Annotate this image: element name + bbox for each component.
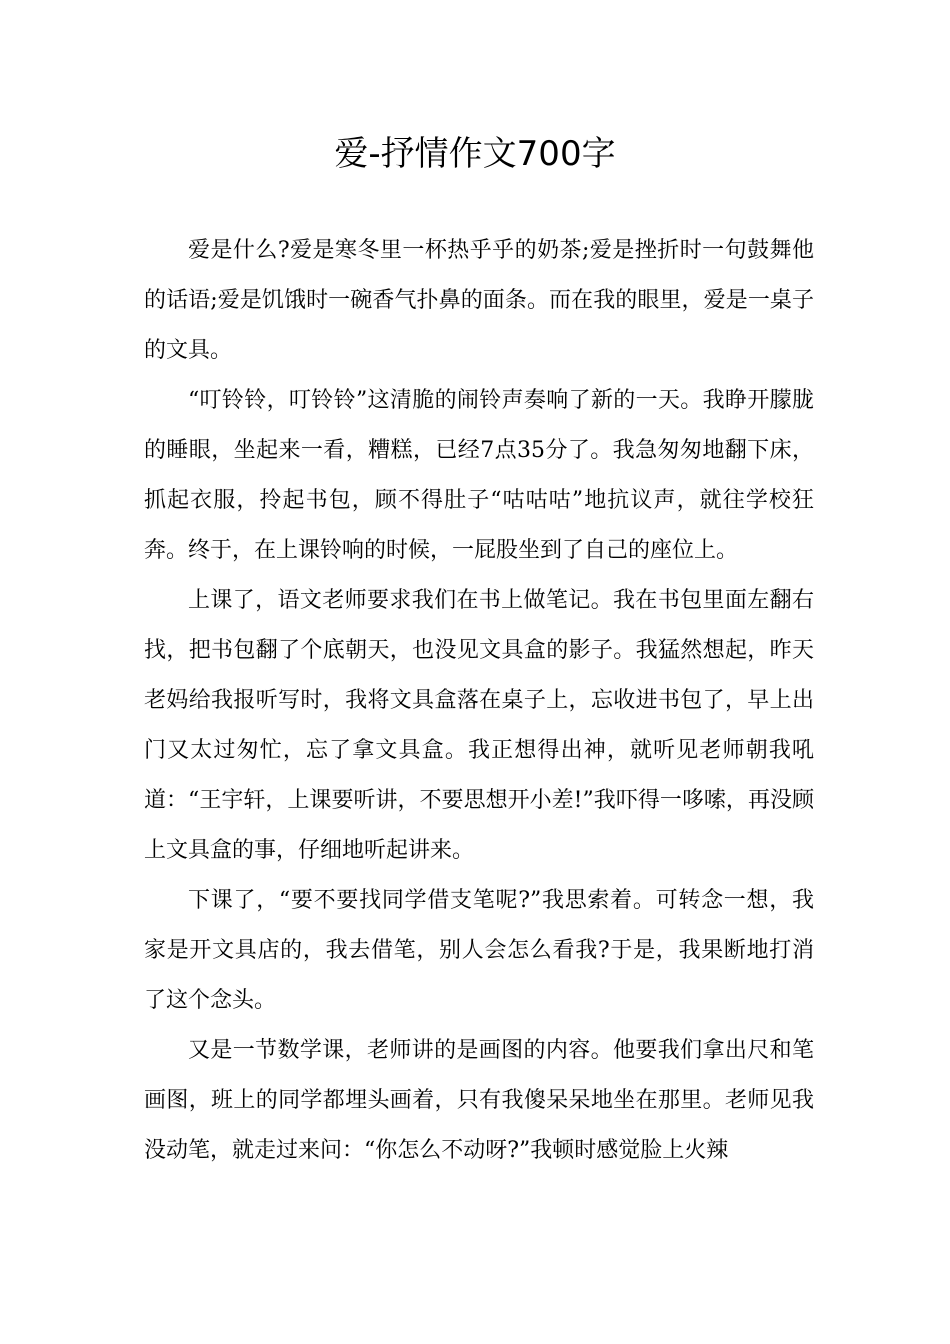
paragraph: 上课了，语文老师要求我们在书上做笔记。我在书包里面左翻右找，把书包翻了个底朝天，也没见文具盒的影子。我猛然想起，昨天老妈给我报听写时，我将文具盒落在桌子上，忘收进书包了，早上出门又太过匆忙，忘了拿文具盒。我正想得出神，就听见老师朝我吼道：“王宇轩，上课要听讲，不要思想开小差!”我吓得一哆嗦，再没顾上文具盒的事，仔细地听起讲来。 bbox=[144, 588, 814, 863]
paragraph: 下课了，“要不要找同学借支笔呢?”我思索着。可转念一想，我家是开文具店的，我去借笔，别人会怎么看我?于是，我果断地打消了这个念头。 bbox=[144, 888, 814, 1013]
document-title: 爱-抒情作文700字 bbox=[334, 134, 616, 174]
paragraph: 又是一节数学课，老师讲的是画图的内容。他要我们拿出尺和笔画图，班上的同学都埋头画着，只有我傻呆呆地坐在那里。老师见我没动笔，就走过来问：“你怎么不动呀?”我顿时感觉脸上火辣 bbox=[144, 1038, 814, 1163]
paragraph: “叮铃铃，叮铃铃”这清脆的闹铃声奏响了新的一天。我睁开朦胧的睡眼，坐起来一看，糟糕，已经7点35分了。我急匆匆地翻下床，抓起衣服，拎起书包，顾不得肚子“咕咕咕”地抗议声，就往学校狂奔。终于，在上课铃响的时候，一屁股坐到了自己的座位上。 bbox=[144, 388, 814, 563]
document-body bbox=[144, 226, 814, 1176]
paragraph: 爱是什么?爱是寒冬里一杯热乎乎的奶茶;爱是挫折时一句鼓舞他的话语;爱是饥饿时一碗香气扑鼻的面条。而在我的眼里，爱是一桌子的文具。 bbox=[144, 238, 814, 363]
